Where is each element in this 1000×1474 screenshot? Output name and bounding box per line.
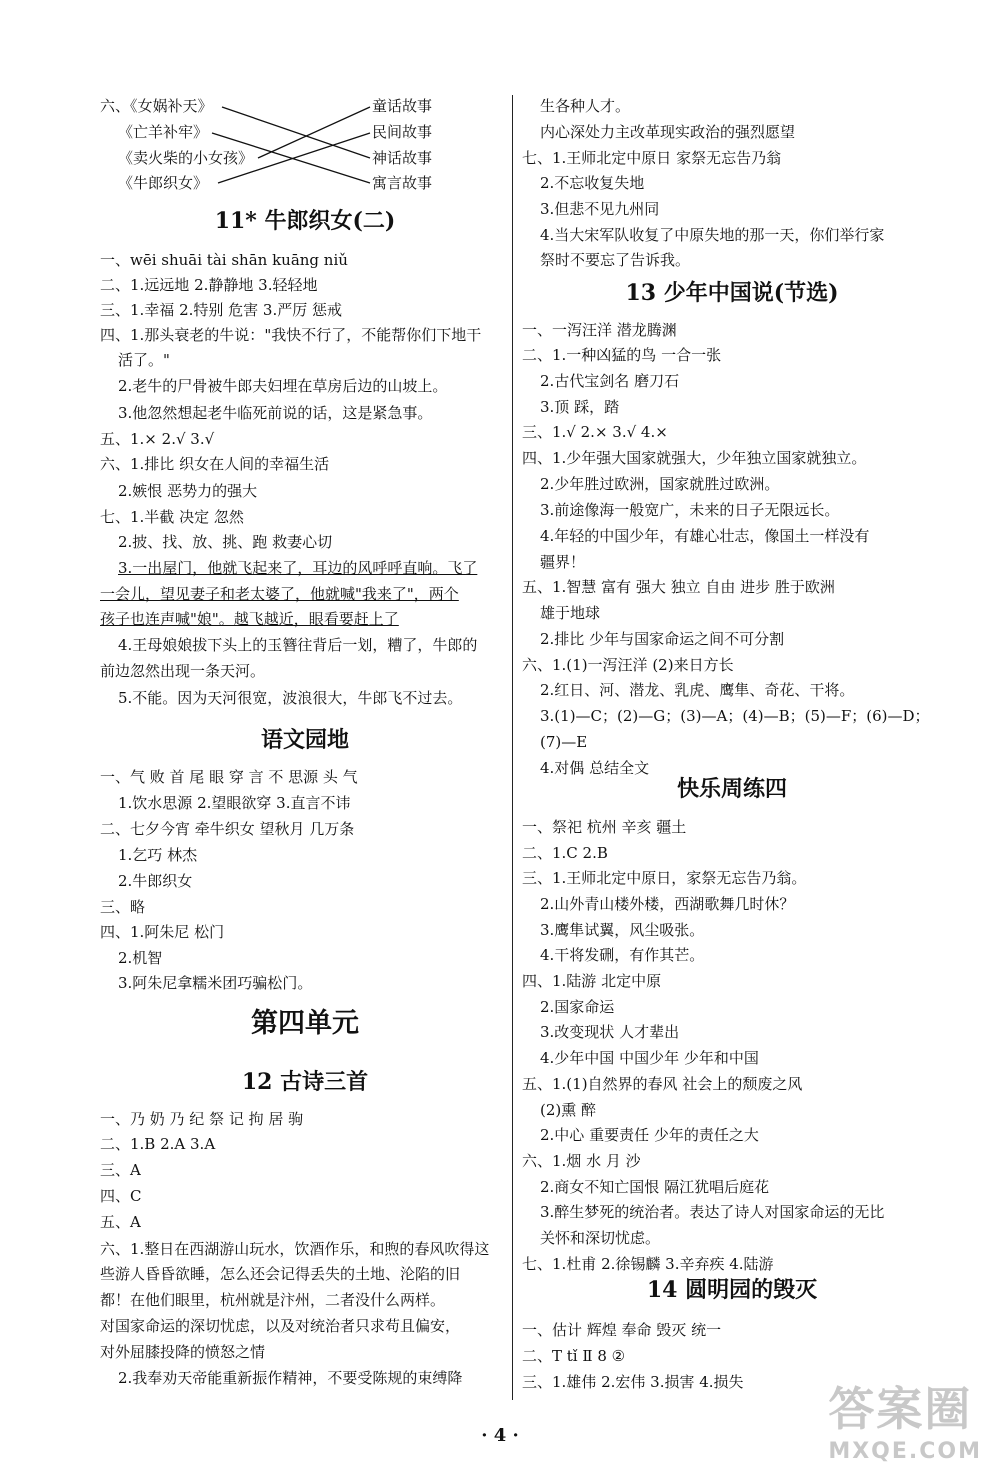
answer-line: 4.王母娘娘拔下头上的玉簪往背后一划，糟了，牛郎的 bbox=[118, 636, 478, 654]
answer-line: 5.不能。因为天河很宽，波浪很大，牛郎飞不过去。 bbox=[118, 689, 463, 707]
answer-line: 3.顶 踩，踏 bbox=[540, 398, 620, 416]
answer-line: 孩子也连声喊"娘"。越飞越近，眼看要赶上了 bbox=[100, 610, 399, 628]
answer-line: 4.少年中国 中国少年 少年和中国 bbox=[540, 1049, 759, 1067]
answer-line: 五、1.× 2.√ 3.√ bbox=[100, 430, 215, 448]
column-divider bbox=[512, 95, 513, 1400]
answer-line: 4.年轻的中国少年，有雄心壮志，像国土一样没有 bbox=[540, 527, 870, 545]
answer-line: 2.披、找、放、挑、跑 救妻心切 bbox=[118, 533, 333, 551]
answer-line: 2.老牛的尸骨被牛郎夫妇埋在草房后边的山坡上。 bbox=[118, 377, 448, 395]
answer-line: 3.但悲不见九州同 bbox=[540, 200, 660, 218]
answer-line: 2.少年胜过欧洲，国家就胜过欧洲。 bbox=[540, 475, 780, 493]
unit-4-title: 第四单元 bbox=[251, 1008, 359, 1039]
answer-line: 一、wēi shuāi tài shān kuāng niǔ bbox=[100, 251, 348, 269]
answer-line: 四、1.阿朱尼 松门 bbox=[100, 923, 225, 941]
match-item-2: 《亡羊补牢》 bbox=[118, 123, 209, 141]
answer-line: 三、1.雄伟 2.宏伟 3.损害 4.损失 bbox=[522, 1373, 744, 1391]
answer-line: 一、气 败 首 尾 眼 穿 言 不 思源 头 气 bbox=[100, 768, 358, 786]
answer-line: 2.商女不知亡国恨 隔江犹唱后庭花 bbox=[540, 1178, 770, 1196]
answer-line: 二、1.C 2.B bbox=[522, 844, 608, 862]
answer-line: 祭时不要忘了告诉我。 bbox=[540, 251, 691, 269]
match-item-3: 《卖火柴的小女孩》 bbox=[118, 149, 254, 167]
answer-line: 活了。" bbox=[118, 351, 170, 369]
answer-line: 2.山外青山楼外楼，西湖歌舞几时休？ bbox=[540, 895, 795, 913]
answer-line: 对国家命运的深切忧虑，以及对统治者只求苟且偏安， bbox=[100, 1317, 461, 1335]
answer-line: 四、1.那头衰老的牛说："我快不行了，不能帮你们下地干 bbox=[100, 326, 482, 344]
lesson-11-title: 11* 牛郎织女(二) bbox=[214, 208, 396, 234]
answer-line: 2.嫉恨 恶势力的强大 bbox=[118, 482, 258, 500]
lesson-13-title: 13 少年中国说(节选) bbox=[625, 280, 839, 306]
answer-line: (7)—E bbox=[540, 733, 588, 751]
answer-line: 三、1.幸福 2.特别 危害 3.严厉 惩戒 bbox=[100, 301, 343, 319]
answer-line: 七、1.杜甫 2.徐锡麟 3.辛弃疾 4.陆游 bbox=[522, 1255, 774, 1273]
answer-line: 疆界！ bbox=[540, 553, 586, 571]
answer-line: 2.古代宝剑名 磨刀石 bbox=[540, 372, 680, 390]
answer-line: 3.改变现状 人才辈出 bbox=[540, 1023, 680, 1041]
answer-line: 一、祭祀 杭州 辛亥 疆土 bbox=[522, 818, 687, 836]
answer-line: 七、1.王师北定中原日 家祭无忘告乃翁 bbox=[522, 149, 782, 167]
match-type-2: 民间故事 bbox=[372, 123, 433, 141]
answer-line: 2.国家命运 bbox=[540, 998, 615, 1016]
answer-line: 四、C bbox=[100, 1187, 142, 1205]
answer-line: 五、1.(1)自然界的春风 社会上的颓废之风 bbox=[522, 1075, 803, 1093]
answer-line: 雄于地球 bbox=[540, 604, 601, 622]
answer-line: 2.中心 重要责任 少年的责任之大 bbox=[540, 1126, 759, 1144]
answer-line: 2.牛郎织女 bbox=[118, 872, 193, 890]
match-type-4: 寓言故事 bbox=[372, 174, 433, 192]
answer-line: 一、一泻汪洋 潜龙腾渊 bbox=[522, 321, 677, 339]
answer-line: 4.干将发硎，有作其芒。 bbox=[540, 946, 705, 964]
answer-line: 五、1.智慧 富有 强大 独立 自由 进步 胜于欧洲 bbox=[522, 578, 835, 596]
answer-line: 内心深处力主改革现实政治的强烈愿望 bbox=[540, 123, 796, 141]
answer-line: 前边忽然出现一条天河。 bbox=[100, 662, 266, 680]
answer-line: 一、估计 辉煌 奉命 毁灭 统一 bbox=[522, 1321, 722, 1339]
answer-line: 六、1.烟 水 月 沙 bbox=[522, 1152, 641, 1170]
page-number: · 4 · bbox=[481, 1425, 519, 1446]
watermark-logo: 答案圈 bbox=[828, 1382, 973, 1436]
watermark-url: MXQE.COM bbox=[828, 1439, 982, 1464]
answer-line: 2.机智 bbox=[118, 949, 163, 967]
answer-line: 3.他忽然想起老牛临死前说的话，这是紧急事。 bbox=[118, 404, 433, 422]
answer-line: 3.(1)—C；(2)—G；(3)—A；(4)—B；(5)—F；(6)—D； bbox=[540, 707, 930, 725]
match-item-1: 六、《女娲补天》 bbox=[100, 97, 213, 115]
answer-line: 3.一出屋门，他就飞起来了，耳边的风呼呼直响。飞了 bbox=[118, 559, 478, 577]
answer-line: 六、1.(1)一泻汪洋 (2)来日方长 bbox=[522, 656, 734, 674]
answer-line: 2.排比 少年与国家命运之间不可分割 bbox=[540, 630, 785, 648]
answer-line: 1.乞巧 林杰 bbox=[118, 846, 198, 864]
answer-line: 七、1.半截 决定 忽然 bbox=[100, 508, 244, 526]
match-type-1: 童话故事 bbox=[372, 97, 433, 115]
match-lines bbox=[0, 0, 512, 200]
answer-line: 4.对偶 总结全文 bbox=[540, 759, 650, 777]
answer-line: 生各种人才。 bbox=[540, 97, 631, 115]
answer-line: 对外屈膝投降的愤怒之情 bbox=[100, 1343, 266, 1361]
answer-line: 关怀和深切忧虑。 bbox=[540, 1229, 661, 1247]
answer-line: 六、1.整日在西湖游山玩水，饮酒作乐，和煦的春风吹得这 bbox=[100, 1240, 490, 1258]
answer-line: 三、A bbox=[100, 1161, 141, 1179]
answer-line: 2.我奉劝天帝能重新振作精神，不要受陈规的束缚降 bbox=[118, 1369, 463, 1387]
answer-line: 四、1.陆游 北定中原 bbox=[522, 972, 662, 990]
answer-line: 二、七夕今宵 牵牛织女 望秋月 几万条 bbox=[100, 820, 355, 838]
answer-line: (2)熏 醉 bbox=[540, 1101, 597, 1119]
answer-line: 3.鹰隼试翼，风尘吸张。 bbox=[540, 921, 705, 939]
answer-line: 五、A bbox=[100, 1213, 141, 1231]
match-type-3: 神话故事 bbox=[372, 149, 433, 167]
match-item-4: 《牛郎织女》 bbox=[118, 174, 209, 192]
lesson-14-title: 14 圆明园的毁灭 bbox=[646, 1277, 818, 1303]
answer-line: 一、乃 奶 乃 纪 祭 记 拘 居 驹 bbox=[100, 1110, 304, 1128]
answer-line: 三、1.√ 2.× 3.√ 4.× bbox=[522, 423, 668, 441]
answer-line: 1.饮水思源 2.望眼欲穿 3.直言不讳 bbox=[118, 794, 351, 812]
answer-line: 2.红日、河、潜龙、乳虎、鹰隼、奇花、干将。 bbox=[540, 681, 855, 699]
answer-line: 三、1.王师北定中原日，家祭无忘告乃翁。 bbox=[522, 869, 807, 887]
lesson-12-title: 12 古诗三首 bbox=[241, 1069, 369, 1095]
watermark bbox=[828, 1373, 982, 1464]
answer-line: 4.当大宋军队收复了中原失地的那一天，你们举行家 bbox=[540, 226, 885, 244]
answer-line: 一会儿，望见妻子和老太婆了，他就喊"我来了"，两个 bbox=[100, 585, 459, 603]
answer-line: 二、1.B 2.A 3.A bbox=[100, 1135, 216, 1153]
answer-line: 3.阿朱尼拿糯米团巧骗松门。 bbox=[118, 974, 313, 992]
answer-line: 3.醉生梦死的统治者。表达了诗人对国家命运的无比 bbox=[540, 1203, 885, 1221]
answer-line: 都！在他们眼里，杭州就是汴州，二者没什么两样。 bbox=[100, 1291, 446, 1309]
answer-line: 四、1.少年强大国家就强大，少年独立国家就独立。 bbox=[522, 449, 867, 467]
answer-line: 些游人昏昏欲睡，怎么还会记得丢失的土地、沦陷的旧 bbox=[100, 1265, 461, 1283]
answer-line: 二、1.远远地 2.静静地 3.轻轻地 bbox=[100, 276, 318, 294]
answer-line: 六、1.排比 织女在人间的幸福生活 bbox=[100, 455, 330, 473]
answer-line: 3.前途像海一般宽广，未来的日子无限远长。 bbox=[540, 501, 840, 519]
weekly-practice-4-title: 快乐周练四 bbox=[676, 776, 787, 802]
answer-line: 二、T tǐ Ⅱ 8 ② bbox=[522, 1347, 626, 1365]
answer-line: 2.不忘收复失地 bbox=[540, 174, 645, 192]
answer-line: 三、略 bbox=[100, 898, 146, 916]
answer-line: 二、1.一种凶猛的鸟 一合一张 bbox=[522, 346, 722, 364]
yuwen-yuandi-title: 语文园地 bbox=[260, 727, 349, 753]
